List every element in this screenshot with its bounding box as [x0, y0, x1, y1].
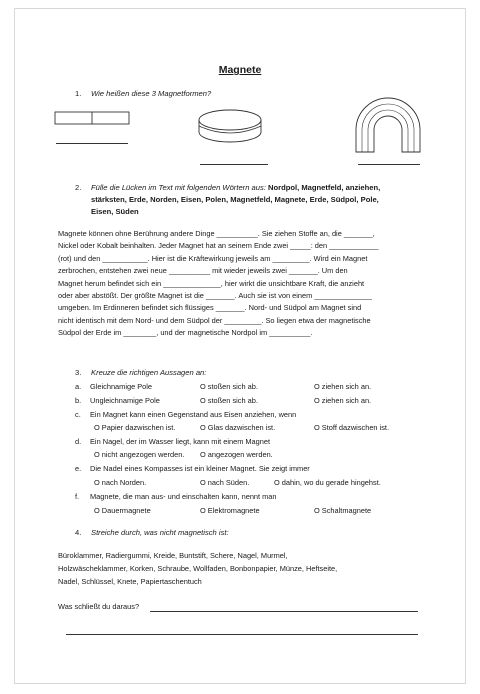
item-c-letter: c. [75, 410, 81, 419]
items-line-3[interactable]: Nadel, Schlüssel, Knete, Papiertaschentuch [58, 577, 202, 586]
cloze-text-segment: oder aber abstößt. Der größte Magnet ist die [58, 291, 206, 301]
cloze-text-segment: . Hier ist die Kräftewirkung jeweils am [147, 253, 273, 263]
cloze-blank[interactable]: __________ [216, 229, 258, 238]
word-list-line-3: Eisen, Süden [91, 207, 139, 216]
cloze-line [58, 327, 379, 339]
bar-magnet-figure [54, 110, 134, 130]
cloze-line [58, 265, 379, 277]
item-e-option-2[interactable]: O dahin, wo du gerade hingehst. [274, 478, 381, 487]
item-b-letter: b. [75, 396, 82, 405]
cloze-blank[interactable]: _______ [205, 291, 235, 301]
item-c-option-0[interactable]: O Papier dazwischen ist. [94, 423, 176, 432]
cloze-line [58, 240, 379, 252]
conclusion-question: Was schließt du daraus? [58, 602, 140, 611]
conclusion-answer-line-1[interactable] [150, 611, 418, 612]
question-3: 3. Kreuze die richtigen Aussagen an: [75, 368, 207, 377]
answer-line-bar-magnet[interactable] [56, 143, 128, 144]
item-b-text: Ungleichnamige Pole [90, 396, 160, 405]
item-d-text: Ein Nagel, der im Wasser liegt, kann mit einem Magnet [90, 437, 271, 446]
cloze-blank[interactable]: ________ [123, 328, 157, 338]
cloze-blank[interactable]: ___________ [102, 253, 148, 263]
item-a-option-2[interactable]: O ziehen sich an. [314, 382, 372, 391]
cloze-text-segment: . Wird ein Magnet [309, 253, 368, 263]
cloze-text-segment: , und der magnetische Nordpol im [156, 328, 270, 338]
cloze-text-segment: . Um den [317, 266, 348, 276]
item-f-letter: f. [75, 492, 80, 501]
cloze-blank[interactable]: _________ [272, 253, 310, 263]
item-c-option-1[interactable]: O Glas dazwischen ist. [200, 423, 276, 432]
cloze-text-segment: . Nord- und Südpol am Magnet sind [244, 303, 362, 313]
cloze-text-segment: . Auch sie ist von einem [234, 291, 315, 301]
question-2: 2. Fülle die Lücken im Text mit folgenden Wörtern aus: Nordpol, Magnetfeld, anziehen, [75, 183, 381, 192]
cloze-text-segment: . So liegen etwa der magnetische [261, 315, 371, 325]
cloze-blank[interactable]: _____ [290, 241, 311, 251]
cloze-blank[interactable]: __________ [269, 328, 311, 338]
answer-line-horseshoe-magnet[interactable] [358, 164, 420, 165]
item-f-text: Magnete, die man aus- und einschalten kann, nennt man [90, 492, 277, 501]
question-1: 1. Wie heißen diese 3 Magnetformen? [75, 89, 212, 98]
cloze-line [58, 278, 379, 290]
item-e-text: Die Nadel eines Kompasses ist ein kleiner Magnet. Sie zeigt immer [90, 464, 310, 473]
cloze-text-segment: Magnete können ohne Berührung andere Dinge [58, 229, 217, 238]
cloze-blank[interactable]: ____________ [329, 241, 379, 251]
word-list-line-2: stärksten, Erde, Norden, Eisen, Polen, Magnetfeld, Magnete, Erde, Südpol, Pole, [91, 195, 379, 204]
item-f-option-1[interactable]: O Elektromagnete [200, 506, 260, 515]
item-f-option-0[interactable]: O Dauermagnete [94, 506, 151, 515]
cloze-blank[interactable]: ______________ [163, 278, 221, 288]
item-e-option-1[interactable]: O nach Süden. [200, 478, 250, 487]
cloze-text-segment: nicht identisch mit dem Nord- und dem Südpol der [58, 315, 225, 325]
item-d-option-1[interactable]: O angezogen werden. [200, 450, 273, 459]
cloze-text-segment: mit wieder jeweils zwei [210, 266, 289, 276]
cloze-blank[interactable]: _______ [343, 229, 373, 238]
page-title: Magnete [218, 64, 262, 76]
cloze-text-segment: (rot) und den [58, 253, 103, 263]
cloze-line [58, 290, 379, 302]
item-f-option-2[interactable]: O Schaltmagnete [314, 506, 372, 515]
cloze-text-segment: . Sie ziehen Stoffe an, die [257, 229, 344, 238]
cloze-text-segment: Magnet herum befindet sich ein [58, 278, 164, 288]
conclusion-answer-line-2[interactable] [66, 634, 418, 635]
cloze-blank[interactable]: _______ [288, 266, 318, 276]
cloze-text-segment: , [372, 229, 375, 238]
item-d-letter: d. [75, 437, 82, 446]
item-d-option-0[interactable]: O nicht angezogen werden. [94, 450, 185, 459]
cloze-blank[interactable]: ______________ [314, 291, 372, 301]
item-b-option-2[interactable]: O ziehen sich an. [314, 396, 372, 405]
cloze-blank[interactable]: __________ [168, 266, 211, 276]
cloze-text-segment: : den [310, 241, 330, 251]
cloze-blank[interactable]: _________ [224, 315, 262, 325]
item-c-option-2[interactable]: O Stoff dazwischen ist. [314, 423, 390, 432]
item-e-option-0[interactable]: O nach Norden. [94, 478, 147, 487]
disc-magnet-figure [196, 104, 276, 154]
cloze-line [58, 315, 379, 327]
cloze-line [58, 228, 379, 240]
answer-line-disc-magnet[interactable] [200, 164, 268, 165]
item-c-text: Ein Magnet kann einen Gegenstand aus Eisen anziehen, wenn [90, 410, 297, 419]
cloze-text [58, 228, 379, 340]
cloze-text-segment: Südpol der Erde im [58, 328, 124, 338]
item-e-letter: e. [75, 464, 82, 473]
item-a-option-1[interactable]: O stoßen sich ab. [200, 382, 258, 391]
cloze-text-segment: , hier wirkt die unsichtbare Kraft, die anzieht [220, 278, 365, 288]
item-b-option-1[interactable]: O stoßen sich ab. [200, 396, 258, 405]
horseshoe-magnet-figure [352, 94, 432, 164]
cloze-line [58, 253, 379, 265]
cloze-text-segment: umgeben. Im Erdinneren befindet sich flüssiges [58, 303, 216, 313]
cloze-blank[interactable]: _______ [215, 303, 245, 313]
items-line-2[interactable]: Holzwäscheklammer, Korken, Schraube, Wollfaden, Bonbonpapier, Münze, Heftseite, [58, 564, 338, 573]
item-a-letter: a. [75, 382, 82, 391]
items-line-1[interactable]: Büroklammer, Radiergummi, Kreide, Buntstift, Schere, Nagel, Murmel, [58, 551, 288, 560]
cloze-line [58, 302, 379, 314]
cloze-text-segment: . [310, 328, 313, 338]
cloze-text-segment: Nickel oder Kobalt beinhalten. Jeder Magnet hat an seinem Ende zwei [58, 241, 291, 251]
cloze-text-segment: zerbrochen, entstehen zwei neue [58, 266, 169, 276]
question-4: 4. Streiche durch, was nicht magnetisch ist: [75, 528, 229, 537]
item-a-text: Gleichnamige Pole [90, 382, 153, 391]
